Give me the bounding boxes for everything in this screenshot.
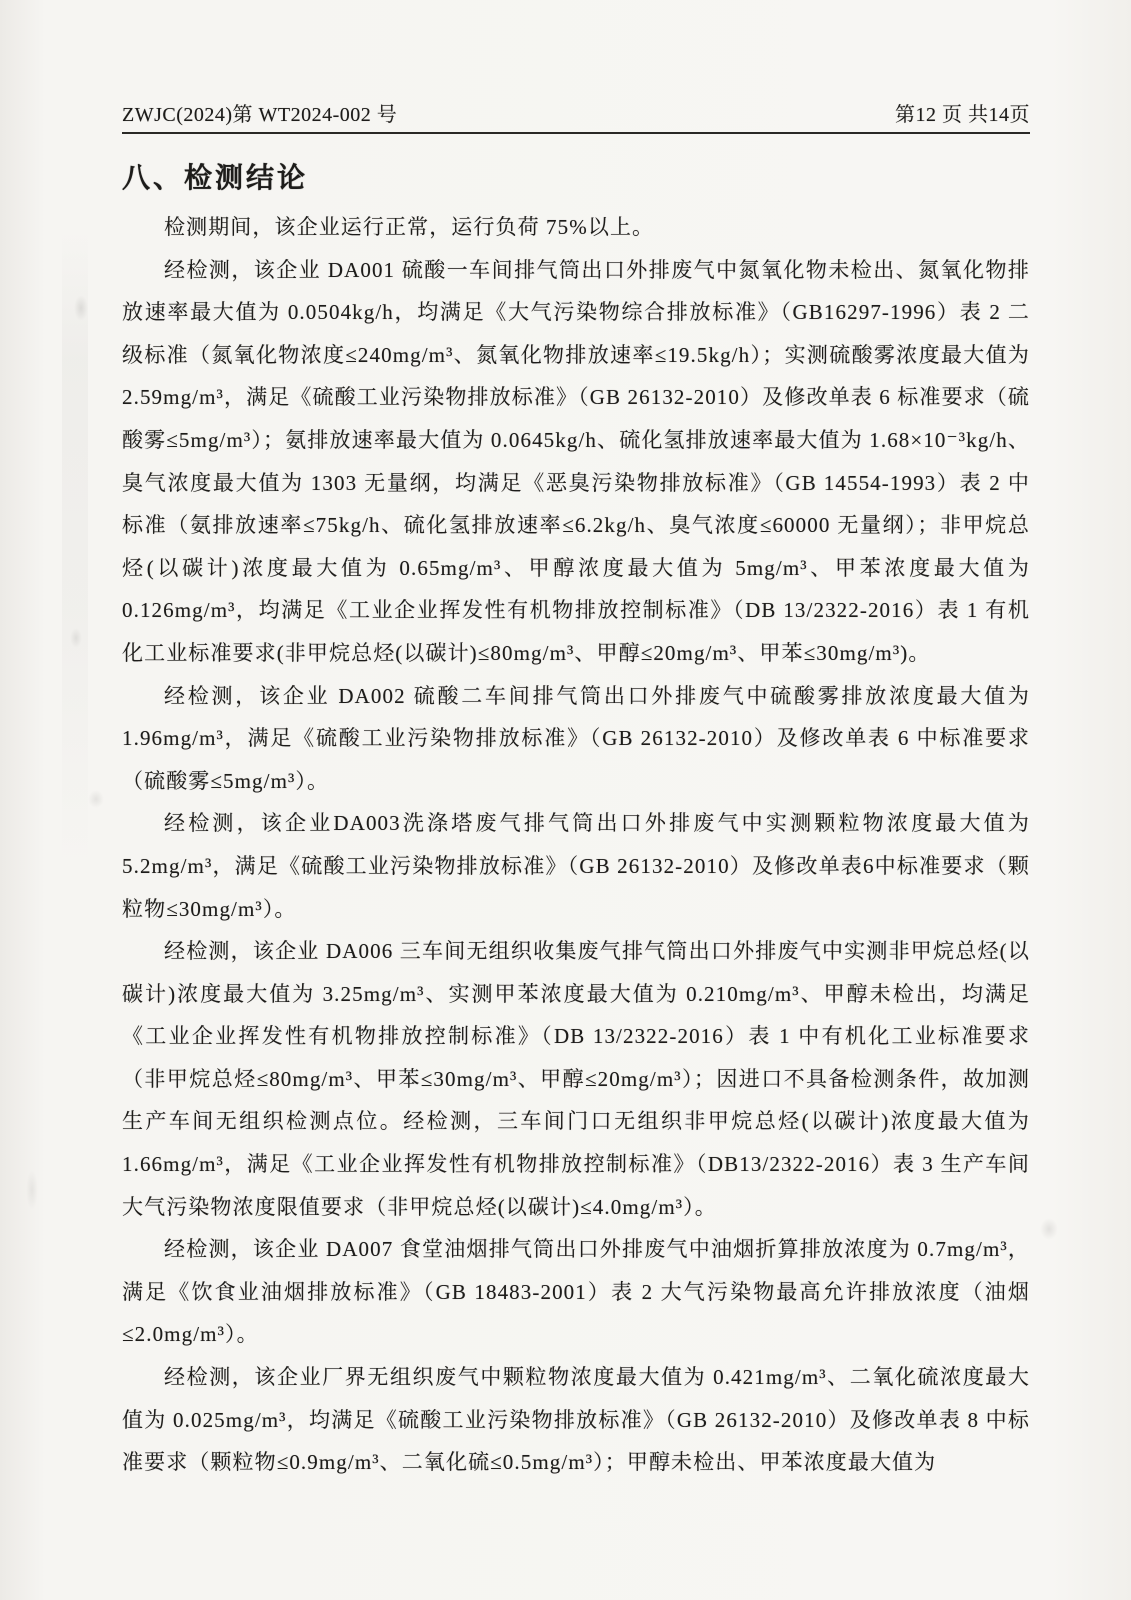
section-title: 八、检测结论 [122, 163, 309, 194]
report-body [122, 206, 1030, 1484]
paragraph-da006: 经检测，该企业 DA006 三车间无组织收集废气排气筒出口外排废气中实测非甲烷总烃(以碳计)浓度最大值为 3.25mg/m³、实测甲苯浓度最大值为 0.210mg/m³、甲醇未检出，均满足《工业企业挥发性有机物排放控制标准》（DB 13/2322-2016）表 1 中有机化工业标准要求（非甲烷总烃≤80mg/m³、甲苯≤30mg/m³、甲醇≤20mg/m³）；因进口不具备检测条件，故加测生产车间无组织检测点位。经检测，三车间门口无组织非甲烷总烃(以碳计)浓度最大值为 1.66mg/m³，满足《工业企业挥发性有机物排放控制标准》（DB13/2322-2016）表 3 生产车间大气污染物浓度限值要求（非甲烷总烃(以碳计)≤4.0mg/m³）。 [122, 939, 1030, 1219]
paragraph-boundary: 经检测，该企业厂界无组织废气中颗粒物浓度最大值为 0.421mg/m³、二氧化硫浓度最大值为 0.025mg/m³，均满足《硫酸工业污染物排放标准》（GB 26132-2010）及修改单表 8 中标准要求（颗粒物≤0.9mg/m³、二氧化硫≤0.5mg/m³）；甲醇未检出、甲苯浓度最大值为 [122, 1365, 1030, 1475]
paragraph-da007: 经检测，该企业 DA007 食堂油烟排气筒出口外排废气中油烟折算排放浓度为 0.7mg/m³，满足《饮食业油烟排放标准》（GB 18483-2001）表 2 大气污染物最高允许排放浓度（油烟≤2.0mg/m³）。 [122, 1237, 1030, 1347]
paragraph-da003: 经检测，该企业DA003洗涤塔废气排气筒出口外排废气中实测颗粒物浓度最大值为 5.2mg/m³，满足《硫酸工业污染物排放标准》（GB 26132-2010）及修改单表6中标准要求（颗粒物≤30mg/m³）。 [122, 811, 1030, 921]
page-number: 第12 页 共14页 [895, 104, 1030, 126]
paragraph-da001: 经检测，该企业 DA001 硫酸一车间排气筒出口外排废气中氮氧化物未检出、氮氧化物排放速率最大值为 0.0504kg/h，均满足《大气污染物综合排放标准》（GB16297-1996）表 2 二级标准（氮氧化物浓度≤240mg/m³、氮氧化物排放速率≤19.5kg/h）；实测硫酸雾浓度最大值为 2.59mg/m³，满足《硫酸工业污染物排放标准》（GB 26132-2010）及修改单表 6 标准要求（硫酸雾≤5mg/m³）；氨排放速率最大值为 0.0645kg/h、硫化氢排放速率最大值为 1.68×10⁻³kg/h、臭气浓度最大值为 1303 无量纲，均满足《恶臭污染物排放标准》（GB 14554-1993）表 2 中标准（氨排放速率≤75kg/h、硫化氢排放速率≤6.2kg/h、臭气浓度≤60000 无量纲）；非甲烷总烃(以碳计)浓度最大值为 0.65mg/m³、甲醇浓度最大值为 5mg/m³、甲苯浓度最大值为 0.126mg/m³，均满足《工业企业挥发性有机物排放控制标准》（DB 13/2322-2016）表 1 有机化工业标准要求(非甲烷总烃(以碳计)≤80mg/m³、甲醇≤20mg/m³、甲苯≤30mg/m³)。 [122, 257, 1030, 665]
paragraph-da002: 经检测，该企业 DA002 硫酸二车间排气筒出口外排废气中硫酸雾排放浓度最大值为 1.96mg/m³，满足《硫酸工业污染物排放标准》（GB 26132-2010）及修改单表 6 中标准要求（硫酸雾≤5mg/m³）。 [122, 683, 1030, 793]
document-number: ZWJC(2024)第 WT2024-002 号 [122, 104, 398, 126]
page-header [122, 98, 1030, 134]
paragraph-operating-load: 检测期间，该企业运行正常，运行负荷 75%以上。 [164, 215, 655, 239]
